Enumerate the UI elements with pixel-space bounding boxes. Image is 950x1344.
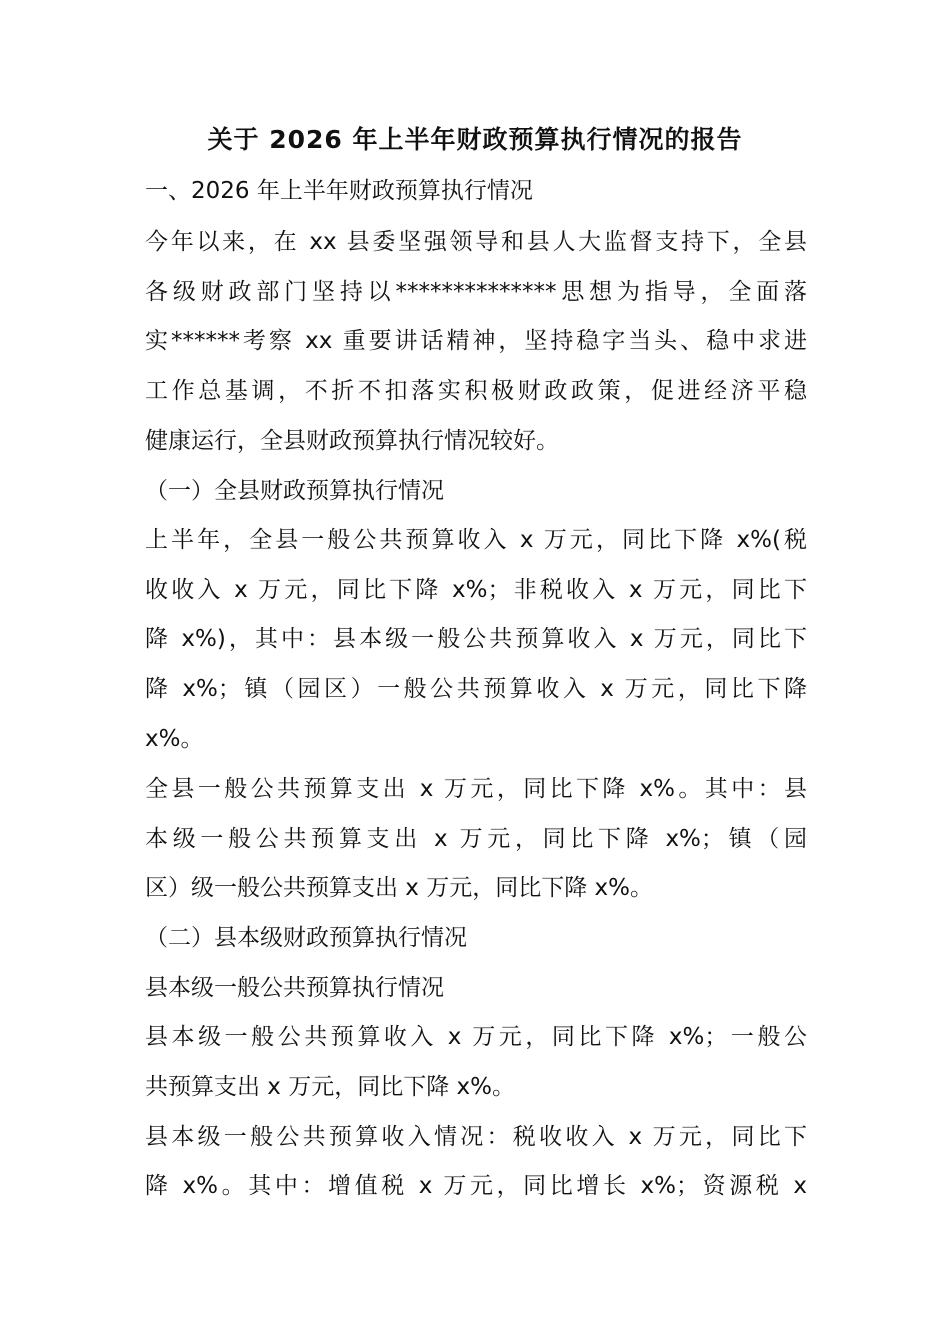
paragraph-line: 区）级一般公共预算支出 x 万元，同比下降 x%。 (145, 875, 654, 901)
subsection-heading: （一）全县财政预算执行情况 (145, 478, 444, 504)
paragraph-line: 县本级一般公共预算收入情况：税收收入 x 万元，同比下 (145, 1124, 807, 1150)
paragraph-line: 共预算支出 x 万元，同比下降 x%。 (145, 1074, 516, 1100)
document-title: 关于 2026 年上半年财政预算执行情况的报告 (207, 125, 743, 154)
paragraph-line: 全县一般公共预算支出 x 万元，同比下降 x%。其中：县 (145, 776, 807, 802)
paragraph-line: 降 x%；镇（园区）一般公共预算收入 x 万元，同比下降 (145, 676, 807, 702)
paragraph-line: 上半年，全县一般公共预算收入 x 万元，同比下降 x%(税 (145, 527, 807, 553)
paragraph-line: 县本级一般公共预算收入 x 万元，同比下降 x%；一般公 (145, 1024, 807, 1050)
paragraph-line: x%。 (145, 726, 204, 752)
paragraph-line: 各级财政部门坚持以**************思想为指导，全面落 (145, 279, 807, 305)
subsection-heading: （二）县本级财政预算执行情况 (145, 925, 467, 951)
paragraph-line: 实******考察 xx 重要讲话精神，坚持稳字当头、稳中求进 (145, 328, 807, 354)
paragraph-line: 健康运行，全县财政预算执行情况较好。 (145, 428, 559, 454)
paragraph-line: 今年以来，在 xx 县委坚强领导和县人大监督支持下，全县 (145, 229, 807, 255)
section-heading: 一、2026 年上半年财政预算执行情况 (145, 178, 533, 204)
paragraph-line: 本级一般公共预算支出 x 万元，同比下降 x%；镇（园 (145, 826, 807, 852)
item-heading: 县本级一般公共预算执行情况 (145, 975, 444, 1001)
paragraph-line: 降 x%。其中：增值税 x 万元，同比增长 x%；资源税 x (145, 1173, 807, 1199)
paragraph-line: 降 x%)，其中：县本级一般公共预算收入 x 万元，同比下 (145, 626, 807, 652)
paragraph-line: 工作总基调，不折不扣落实积极财政政策，促进经济平稳 (145, 378, 807, 404)
paragraph-line: 收收入 x 万元，同比下降 x%；非税收入 x 万元，同比下 (145, 577, 807, 603)
